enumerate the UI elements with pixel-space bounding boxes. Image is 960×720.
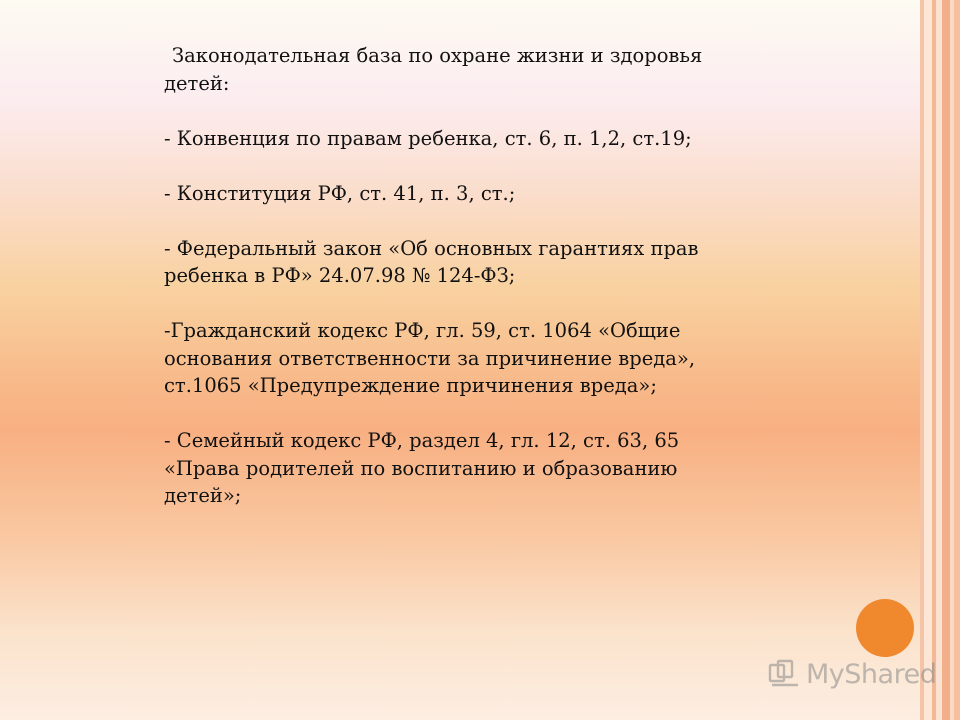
myshared-logo-icon bbox=[768, 659, 802, 689]
slide-text-body bbox=[164, 42, 724, 537]
list-item-convention: - Конвенция по правам ребенка, ст. 6, п. 1,2, ст.19; bbox=[164, 126, 692, 150]
orange-circle-decoration bbox=[856, 599, 914, 657]
myshared-watermark bbox=[768, 656, 936, 692]
intro-paragraph: Законодательная база по охране жизни и здоровья детей: bbox=[164, 44, 709, 95]
list-item-family-code: - Семейный кодекс РФ, раздел 4, гл. 12, ст. 63, 65 «Права родителей по воспитанию и образованию детей»; bbox=[164, 429, 686, 507]
watermark-text: MyShared bbox=[806, 658, 937, 690]
slide-right-border bbox=[920, 0, 960, 720]
list-item-constitution: - Конституция РФ, ст. 41, п. 3, ст.; bbox=[164, 181, 516, 205]
list-item-civil-code: -Гражданский кодекс РФ, гл. 59, ст. 1064 «Общие основания ответственности за причинение вреда», ст.1065 «Предупреждение причинения вреда»; bbox=[164, 319, 702, 397]
list-item-federal-law: - Федеральный закон «Об основных гарантиях прав ребенка в РФ» 24.07.98 № 124-ФЗ; bbox=[164, 236, 705, 287]
